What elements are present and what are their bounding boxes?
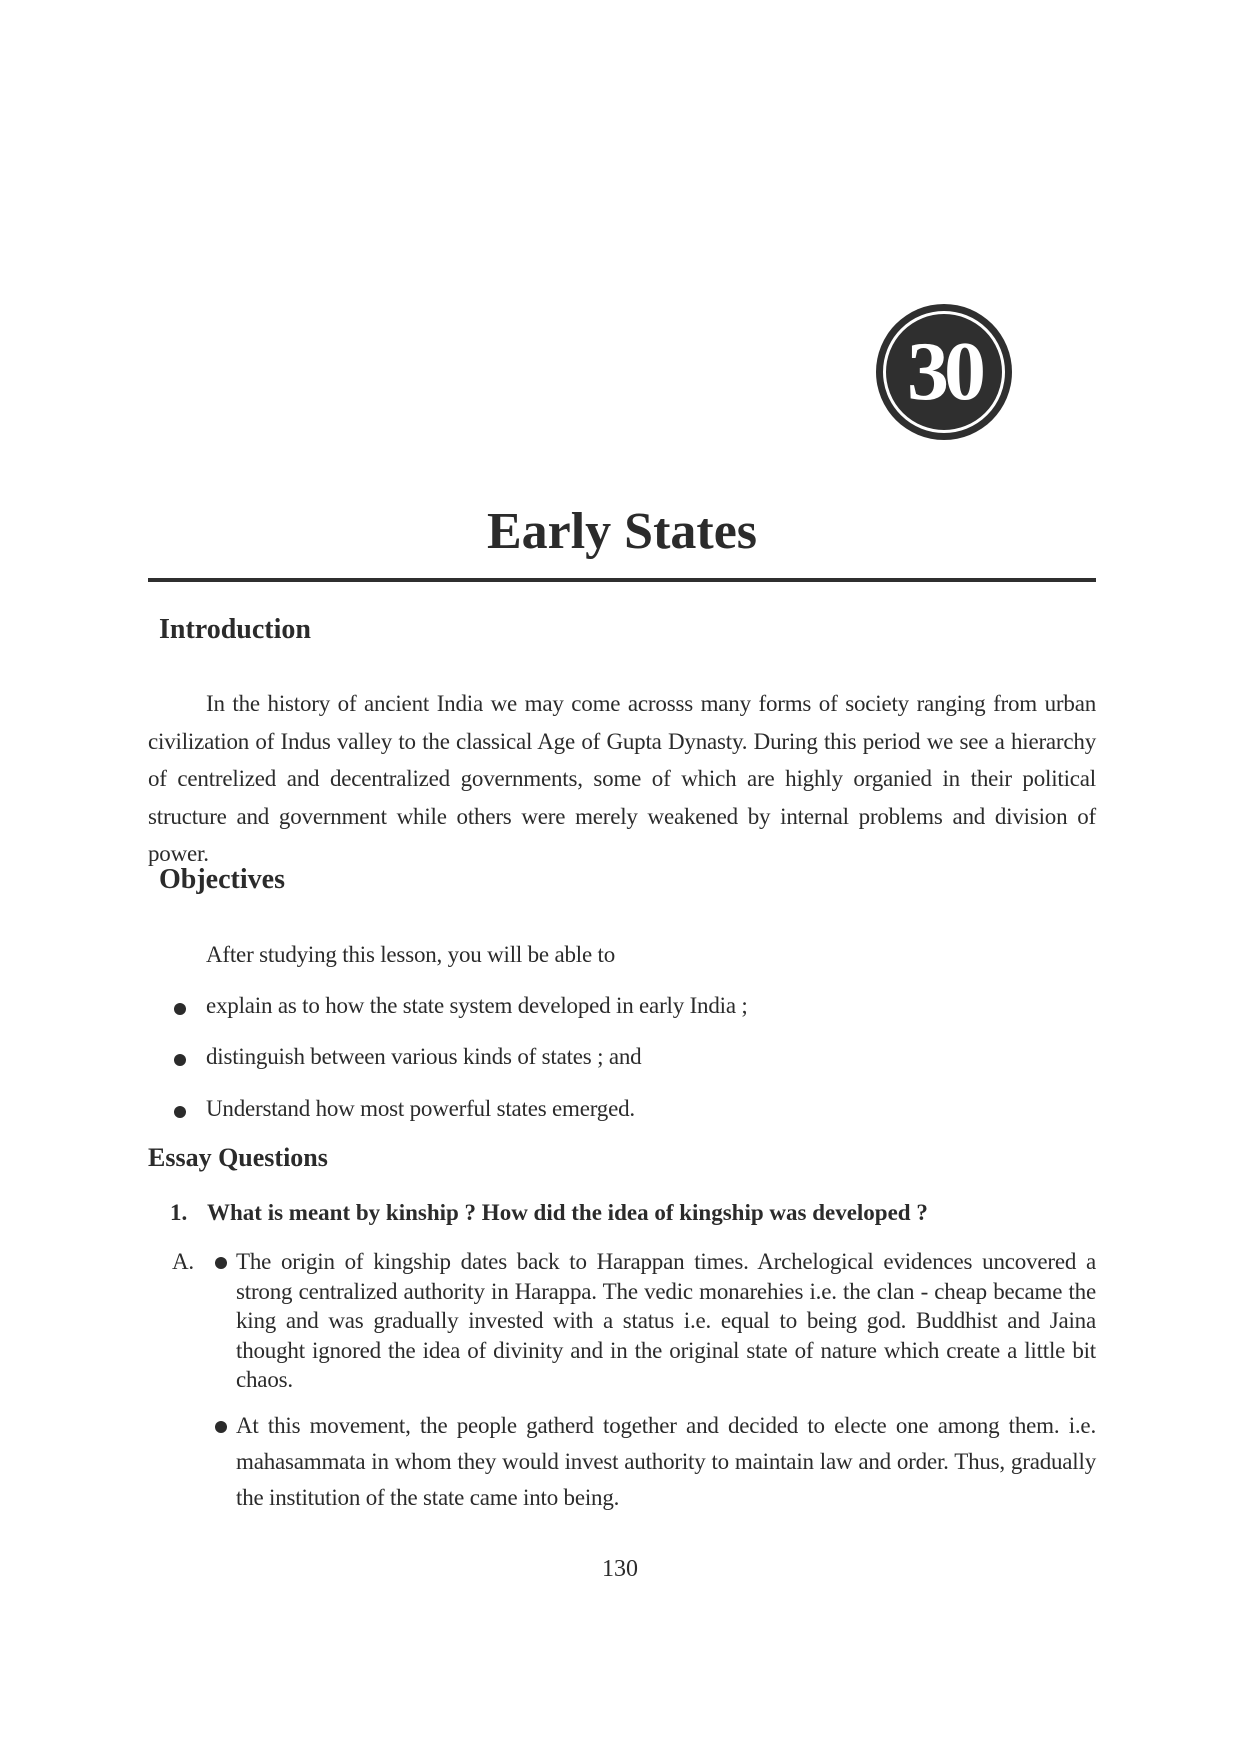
objective-item-2: distinguish between various kinds of states ; and bbox=[206, 1044, 642, 1069]
objectives-heading: Objectives bbox=[159, 864, 285, 895]
essay-questions-heading: Essay Questions bbox=[148, 1143, 328, 1172]
objective-item-3: Understand how most powerful states emerged. bbox=[206, 1096, 635, 1121]
chapter-title: Early States bbox=[486, 503, 758, 560]
bullet-icon bbox=[215, 1257, 227, 1269]
introduction-paragraph: In the history of ancient India we may come acrosss many forms of society ranging from urban civilization of Indus valley to the classical Age of Gupta Dynasty. During this period we see a hierarchy of centrelized and decentralized governments, some of which are highly organied in their political structure and government while others were merely weakened by internal problems and division of power. bbox=[148, 691, 1096, 866]
question-text: What is meant by kinship ? How did the idea of kingship was developed ? bbox=[207, 1200, 928, 1225]
chapter-number-badge bbox=[876, 304, 1012, 440]
objectives-lead: After studying this lesson, you will be able to bbox=[206, 942, 616, 967]
answer-paragraph-1: The origin of kingship dates back to Harappan times. Archelogical evidences uncovered a strong centralized authority in Harappa. The vedic monarehies i.e. the clan - cheap became the king and was gradually invested with a status i.e. equal to being god. Buddhist and Jaina thought ignored the idea of divinity and in the original state of nature which create a little bit chaos. bbox=[236, 1249, 1096, 1392]
bullet-icon bbox=[174, 1106, 186, 1118]
bullet-icon bbox=[174, 1054, 186, 1066]
title-rule bbox=[148, 578, 1096, 582]
answer-label: A. bbox=[172, 1249, 194, 1274]
introduction-heading: Introduction bbox=[159, 614, 311, 645]
objective-item-1: explain as to how the state system developed in early India ; bbox=[206, 993, 748, 1018]
bullet-icon bbox=[215, 1421, 227, 1433]
bullet-icon bbox=[174, 1003, 186, 1015]
answer-paragraph-2: At this movement, the people gatherd together and decided to electe one among them. i.e. mahasammata in whom they would invest authority to maintain law and order. Thus, gradually the institution of the state came into being. bbox=[236, 1413, 1096, 1510]
chapter-number: 30 bbox=[883, 311, 1005, 433]
question-number: 1. bbox=[170, 1200, 188, 1225]
page-number: 130 bbox=[602, 1556, 638, 1582]
